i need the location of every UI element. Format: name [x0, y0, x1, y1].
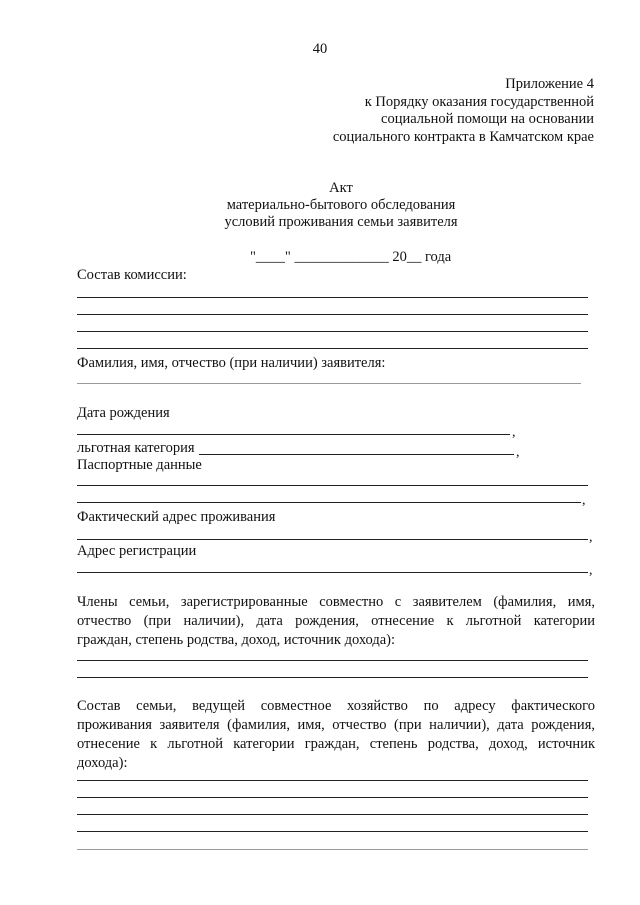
- date-line: "____" _____________ 20__ года: [250, 249, 452, 265]
- family-registered-row-3: граждан, степень родства, доход, источник дохода):: [77, 632, 396, 648]
- passport-line-2[interactable]: [77, 502, 581, 503]
- family-registered-row-1: Члены семьи, зарегистрированные совместно с заявителем (фамилия, имя,: [77, 594, 595, 610]
- birth-date-line[interactable]: [77, 434, 510, 435]
- appendix-line-2: к Порядку оказания государственной: [364, 94, 594, 110]
- family-household-line-3[interactable]: [77, 814, 588, 815]
- family-household-line-1[interactable]: [77, 780, 588, 781]
- actual-address-line[interactable]: [77, 539, 588, 540]
- birth-date-comma: ,: [512, 425, 516, 440]
- appendix-line-4: социального контракта в Камчатском крае: [332, 129, 594, 145]
- fio-label: Фамилия, имя, отчество (при наличии) заявителя:: [77, 355, 386, 371]
- family-household-row-1: Состав семьи, ведущей совместное хозяйство по адресу фактического: [77, 698, 595, 714]
- passport-label: Паспортные данные: [77, 457, 202, 473]
- commission-line-1[interactable]: [77, 297, 588, 298]
- family-household-paragraph: [77, 697, 595, 773]
- family-household-row-3: отнесение к льготной категории граждан, степень родства, доход, источник: [77, 736, 595, 752]
- family-household-row-4: дохода):: [77, 755, 128, 771]
- benefit-category-label: льготная категория: [77, 440, 195, 456]
- benefit-category-comma: ,: [516, 445, 520, 460]
- family-registered-line-2[interactable]: [77, 677, 588, 678]
- commission-line-3[interactable]: [77, 331, 588, 332]
- family-household-line-4[interactable]: [77, 831, 588, 832]
- family-household-line-2[interactable]: [77, 797, 588, 798]
- commission-label: Состав комиссии:: [77, 267, 187, 283]
- commission-line-2[interactable]: [77, 314, 588, 315]
- actual-address-comma: ,: [589, 530, 593, 545]
- title-line-1: Акт: [329, 180, 353, 196]
- appendix-line-3: социальной помощи на основании: [381, 111, 594, 127]
- title-line-2: материально-бытового обследования: [226, 197, 456, 213]
- commission-line-4[interactable]: [77, 348, 588, 349]
- passport-comma: ,: [582, 493, 586, 508]
- fio-line[interactable]: [77, 383, 581, 384]
- page-number: 40: [312, 41, 328, 57]
- family-household-row-2: проживания заявителя (фамилия, имя, отчество (при наличии), дата рождения,: [77, 717, 595, 733]
- registration-address-label: Адрес регистрации: [77, 543, 197, 559]
- birth-date-label: Дата рождения: [77, 405, 170, 421]
- appendix-line-1: Приложение 4: [505, 76, 594, 92]
- family-household-line-5[interactable]: [77, 849, 588, 850]
- actual-address-label: Фактический адрес проживания: [77, 509, 276, 525]
- title-line-3: условий проживания семьи заявителя: [224, 214, 458, 230]
- family-registered-row-2: отчество (при наличии), дата рождения, отнесение к льготной категории: [77, 613, 595, 629]
- registration-address-comma: ,: [589, 563, 593, 578]
- family-registered-line-1[interactable]: [77, 660, 588, 661]
- benefit-category-line[interactable]: [199, 454, 514, 455]
- passport-line-1[interactable]: [77, 485, 588, 486]
- registration-address-line[interactable]: [77, 572, 588, 573]
- family-registered-paragraph: [77, 593, 595, 650]
